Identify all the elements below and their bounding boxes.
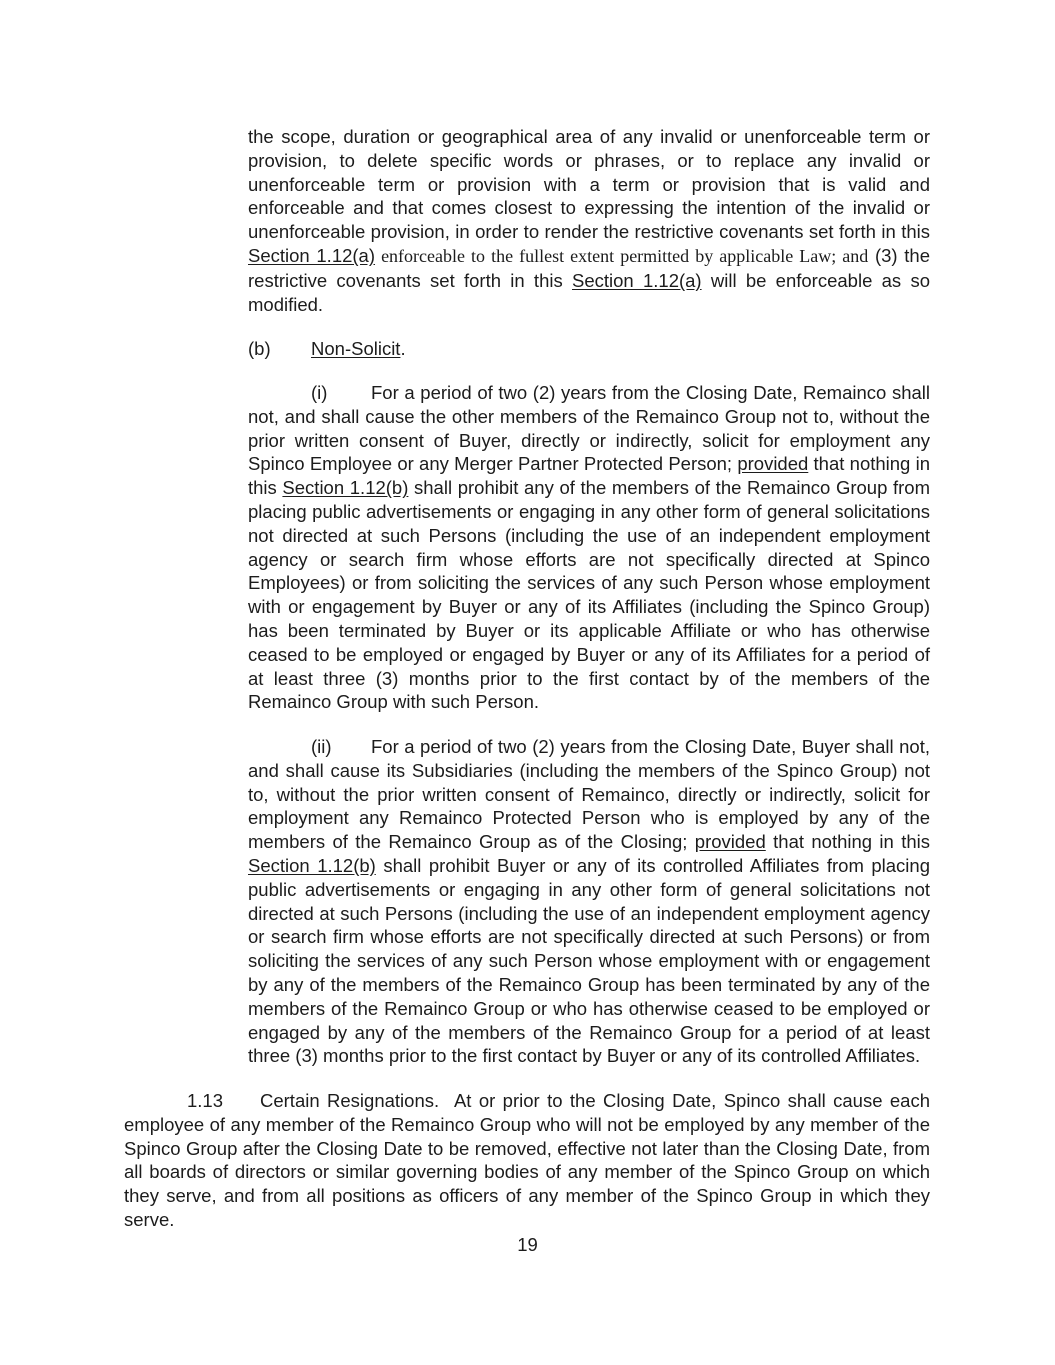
section-label: (b) (248, 338, 271, 359)
paragraph-text: enforceable to the fullest extent permitted by applicable Law; and (375, 245, 869, 266)
section-b-ii (248, 735, 930, 1068)
paragraph-text: will be enforceable as so modified. (248, 269, 930, 315)
section-heading: Non-Solicit (311, 338, 401, 359)
paragraph-text: For a period of two (2) years from the Closing Date, Buyer shall not, and shall cause its Subsidiaries (including the members of the Spinco Group) not to, without the prior written consent of Remainco, directly or indirectly, solicit for employment any Remainco Protected Person who is employed by any of the members of the Remainco Group as of the Closing; (248, 736, 930, 853)
provided-term: provided (737, 453, 809, 475)
paragraph-text: shall prohibit Buyer or any of its controlled Affiliates from placing public advertisements or engaging in any other form of general solicitations not directed at such Persons (including the use of an independent employment agency or search firm whose efforts are not specifically directed at such Persons) or from soliciting the services of any such Person whose employment with or engagement by any of the members of the Remainco Group has been terminated by any of the members of the Remainco Group or who has otherwise ceased to be employed or engaged by any of the members of the Remainco Group for a period of at least three (3) months prior to the first contact by Buyer or any of its controlled Affiliates. (248, 854, 930, 1067)
section-reference-link: Section 1.12(a) (572, 269, 702, 291)
paragraph-text: At or prior to the Closing Date, Spinco shall cause each employee of any member of the Remainco Group who will not be employed by any member of the Spinco Group after the Closing Date to be removed, effective not later than the Closing Date, from all boards of directors or similar governing bodies of any member of the Spinco Group on which they serve, and from all positions as officers of any member of the Spinco Group in which they serve. (124, 1090, 931, 1230)
section-number: 1.13 (187, 1090, 224, 1111)
section-b-heading (248, 337, 930, 361)
provided-term: provided (694, 831, 766, 853)
section-1-13 (124, 1089, 930, 1232)
paragraph-a-continuation (248, 125, 930, 316)
section-reference-link: Section 1.12(b) (282, 477, 409, 499)
paragraph-text: (3) the restrictive covenants set forth in this (248, 244, 930, 291)
heading-punctuation: . (400, 338, 406, 359)
section-reference-link: Section 1.12(b) (248, 854, 376, 876)
section-reference-link: Section 1.12(a) (248, 244, 376, 266)
paragraph-text: that nothing in this (765, 831, 930, 853)
page-number: 19 (517, 1234, 538, 1255)
subsection-label: (ii) (311, 736, 332, 757)
paragraph-text: shall prohibit any of the members of the Remainco Group from placing public advertisements or engaging in any other form of general solicitations not directed at such Persons (including the use of an independent employment agency or search firm whose efforts are not specifically directed at Spinco Employees) or from soliciting the services of any such Person whose employment with or engagement by Buyer or any of its Affiliates (including the Spinco Group) has been terminated by Buyer or its applicable Affiliate or who has otherwise ceased to be employed or engaged by Buyer or any of its Affiliates for a period of at least three (3) months prior to the first contact by of the members of the Remainco Group with such Person. (248, 477, 930, 713)
paragraph-text: For a period of two (2) years from the Closing Date, Remainco shall not, and shall cause the other members of the Remainco Group not to, without the prior written consent of Buyer, directly or indirectly, solicit for employment any Spinco Employee or any Merger Partner Protected Person; (248, 382, 930, 475)
section-b-i (248, 381, 930, 714)
subsection-label: (i) (311, 382, 328, 403)
paragraph-text: that nothing in this (248, 453, 930, 499)
paragraph-text: the scope, duration or geographical area of any invalid or unenforceable term or provision, to delete specific words or phrases, or to replace any invalid or unenforceable term or provision with a term or provision that is valid and enforceable and that comes closest to expressing the intention of the invalid or unenforceable provision, in order to render the restrictive covenants set forth in this (248, 126, 930, 243)
section-heading: Certain Resignations. (260, 1090, 440, 1111)
